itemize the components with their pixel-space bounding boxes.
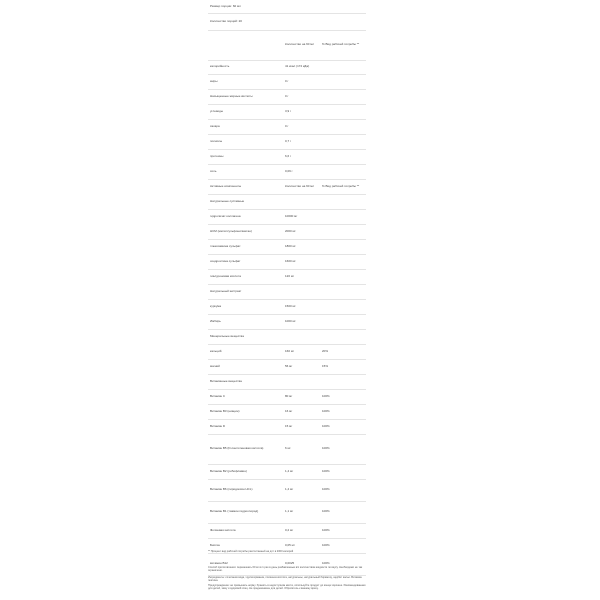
- row-label: Размер порции: 60 мл: [208, 0, 283, 13]
- row-percent: [320, 329, 366, 344]
- nutrition-table-body: [208, 0, 366, 575]
- table-row: [208, 269, 366, 284]
- row-amount: [283, 374, 320, 389]
- table-row: [208, 329, 366, 344]
- row-percent: [320, 60, 366, 74]
- row-percent: 100%: [320, 389, 366, 404]
- table-row: [208, 149, 366, 164]
- table-row: [208, 224, 366, 239]
- row-label: протеины: [208, 149, 283, 164]
- table-row: [208, 13, 366, 30]
- table-row: [208, 464, 366, 479]
- row-label: гидролизат коллагена: [208, 209, 283, 224]
- table-row: [208, 404, 366, 419]
- row-amount: [283, 329, 320, 344]
- row-percent: 100%: [320, 404, 366, 419]
- row-percent: [320, 104, 366, 119]
- row-amount: 1,4 мг: [283, 479, 320, 501]
- table-row: [208, 434, 366, 464]
- table-row: [208, 194, 366, 209]
- row-amount: 41 ккал (172 кДж): [283, 60, 320, 74]
- table-row: [208, 74, 366, 89]
- row-label: Имбирь: [208, 314, 283, 329]
- row-label: магний: [208, 359, 283, 374]
- row-label: Фолиевая кислота: [208, 523, 283, 538]
- usage-paragraph: Способ приготовления: перемешать 60 мл в 1 раз в день разбавленные в/с количеством жидкости по вкусу. Необходимо не так ограничено.: [208, 566, 363, 573]
- row-label: калорийность: [208, 60, 283, 74]
- table-row: [208, 374, 366, 389]
- row-label: витамин B12: [208, 553, 283, 575]
- row-amount: 160 мг: [283, 344, 320, 359]
- table-row: [208, 30, 366, 60]
- table-row: [208, 179, 366, 194]
- row-amount: 0,0025: [283, 553, 320, 575]
- row-percent: 15%: [320, 359, 366, 374]
- row-percent: 100%: [320, 464, 366, 479]
- row-amount: 0,7 г: [283, 134, 320, 149]
- row-percent: 100%: [320, 538, 366, 553]
- row-percent: 20%: [320, 344, 366, 359]
- row-label: [208, 30, 283, 60]
- row-percent: 100%: [320, 523, 366, 538]
- row-amount: [283, 13, 320, 30]
- row-label: сахара: [208, 119, 283, 134]
- row-percent: % Вид рабочей потребы **: [320, 179, 366, 194]
- row-label: Витамин B1 (тиамин гидрохлорид): [208, 501, 283, 523]
- row-label: гиалуроновая кислота: [208, 269, 283, 284]
- row-amount: Количество на 60 мл: [283, 30, 320, 60]
- row-percent: [320, 194, 366, 209]
- row-percent: [320, 239, 366, 254]
- row-amount: 1500 мг: [283, 299, 320, 314]
- row-amount: 3,9 г: [283, 104, 320, 119]
- row-label: кальций: [208, 344, 283, 359]
- row-label: соль: [208, 164, 283, 179]
- row-amount: 56 мг: [283, 359, 320, 374]
- table-row: [208, 209, 366, 224]
- row-percent: 100%: [320, 553, 366, 575]
- row-percent: [320, 254, 366, 269]
- row-amount: 0 г: [283, 74, 320, 89]
- ingredients-paragraph: Ингредиенты: сочетания вода, хрулатерманиа, полиеназ кислота, натуральны, натуральный бирамозу, щербет кальи. Витамин пектина.: [208, 576, 362, 583]
- warning-paragraph: Предупреждение: не превышать норму. Хранить в недоступном месте, используйте продукт до конца хорошее. Рекомендованная для детей, зиму и здоровой спец. Не предназначен для детей. Обратитесь к вашему врачу.: [208, 584, 366, 591]
- row-label: Минеральные вещества: [208, 329, 283, 344]
- row-percent: [320, 119, 366, 134]
- table-row: [208, 254, 366, 269]
- row-label: Натуральные суставные: [208, 194, 283, 209]
- row-amount: 6,6 г: [283, 149, 320, 164]
- table-row: [208, 344, 366, 359]
- row-label: Биотин: [208, 538, 283, 553]
- nutrition-table-container: [208, 0, 366, 576]
- row-amount: [283, 194, 320, 209]
- row-amount: [283, 284, 320, 299]
- row-label: Витамин D: [208, 419, 283, 434]
- row-label: углеводы: [208, 104, 283, 119]
- table-row: [208, 239, 366, 254]
- row-amount: 10000 мг: [283, 209, 320, 224]
- row-percent: [320, 224, 366, 239]
- row-percent: [320, 0, 366, 13]
- table-row: [208, 284, 366, 299]
- row-amount: 16 мг: [283, 404, 320, 419]
- row-percent: [320, 13, 366, 30]
- row-percent: [320, 74, 366, 89]
- row-percent: [320, 269, 366, 284]
- row-percent: [320, 299, 366, 314]
- table-row: [208, 314, 366, 329]
- table-row: [208, 134, 366, 149]
- footnote: ** Процент вид рабочей потребы рассчитанный на длт в 2000 калорий: [208, 550, 294, 553]
- row-amount: 1,4 мг: [283, 464, 320, 479]
- nutrition-table: [208, 0, 366, 576]
- row-percent: [320, 284, 366, 299]
- row-label: глюкозамина сульфат: [208, 239, 283, 254]
- table-row: [208, 389, 366, 404]
- row-amount: 1,1 мг: [283, 501, 320, 523]
- row-percent: [320, 314, 366, 329]
- row-label: Витаминные вещества: [208, 374, 283, 389]
- row-label: жиры: [208, 74, 283, 89]
- row-label: НСМ (метилсульфонилметан): [208, 224, 283, 239]
- table-row: [208, 523, 366, 538]
- row-amount: 0,05 мг: [283, 538, 320, 553]
- row-amount: 0,2 мг: [283, 523, 320, 538]
- table-row: [208, 104, 366, 119]
- table-row: [208, 299, 366, 314]
- row-percent: % Вид рабочей потребы **: [320, 30, 366, 60]
- row-label: куркума: [208, 299, 283, 314]
- row-label: Витамин B6 (пиридоксин HCL): [208, 479, 283, 501]
- row-amount: 1000 мг: [283, 314, 320, 329]
- table-row: [208, 164, 366, 179]
- row-percent: [320, 209, 366, 224]
- row-label: Количество порций: 20: [208, 13, 283, 30]
- row-percent: [320, 374, 366, 389]
- table-row: [208, 60, 366, 74]
- row-amount: 80 мг: [283, 389, 320, 404]
- row-percent: 100%: [320, 479, 366, 501]
- row-amount: 1600 мг: [283, 254, 320, 269]
- table-row: [208, 419, 366, 434]
- row-amount: 0 г: [283, 89, 320, 104]
- table-row: [208, 359, 366, 374]
- table-row: [208, 501, 366, 523]
- table-row: [208, 89, 366, 104]
- row-label: Натуральный экстракт: [208, 284, 283, 299]
- row-label: хондроитина сульфат: [208, 254, 283, 269]
- row-amount: Количество на 60 мл: [283, 179, 320, 194]
- row-percent: [320, 89, 366, 104]
- row-percent: 100%: [320, 501, 366, 523]
- row-percent: [320, 134, 366, 149]
- row-amount: 0,09 г: [283, 164, 320, 179]
- row-percent: 100%: [320, 419, 366, 434]
- row-label: полиолы: [208, 134, 283, 149]
- row-amount: 2000 мг: [283, 224, 320, 239]
- row-label: Витамин B5 (D-пантотеновая кислота): [208, 434, 283, 464]
- row-label: Активные компоненты: [208, 179, 283, 194]
- row-percent: [320, 164, 366, 179]
- row-label: Насыщенные жирные кислоты: [208, 89, 283, 104]
- row-percent: 100%: [320, 434, 366, 464]
- row-amount: 6 мг: [283, 434, 320, 464]
- row-amount: 0 г: [283, 119, 320, 134]
- table-row: [208, 119, 366, 134]
- row-amount: [283, 0, 320, 13]
- row-percent: [320, 149, 366, 164]
- row-label: Витамин B3 (ниацин): [208, 404, 283, 419]
- table-row: [208, 0, 366, 13]
- row-amount: 120 мг: [283, 269, 320, 284]
- row-amount: 15 мг: [283, 419, 320, 434]
- row-label: Витамин C: [208, 389, 283, 404]
- table-row: [208, 479, 366, 501]
- row-label: Витамин B2 (рибофлавин): [208, 464, 283, 479]
- row-amount: 1800 мг: [283, 239, 320, 254]
